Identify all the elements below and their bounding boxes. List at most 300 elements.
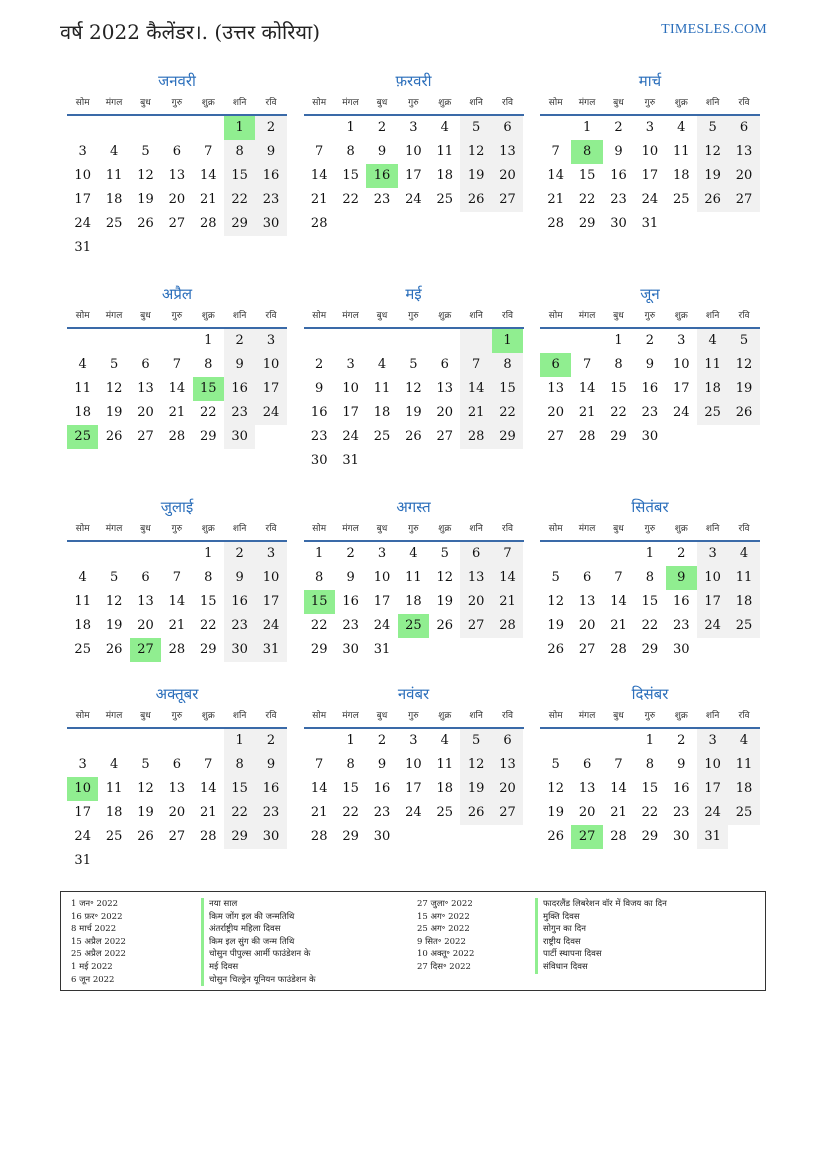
day-cell[interactable]: 6: [141, 357, 150, 372]
day-cell[interactable]: 6: [440, 357, 449, 372]
day-cell[interactable]: 27: [547, 429, 564, 444]
day-cell[interactable]: 31: [74, 853, 91, 868]
day-cell[interactable]: 28: [610, 642, 627, 657]
day-cell[interactable]: 2: [677, 733, 686, 748]
day-cell[interactable]: 20: [137, 405, 154, 420]
day-cell[interactable]: 3: [697, 542, 728, 566]
day-cell[interactable]: 26: [436, 618, 454, 633]
day-cell[interactable]: 23: [610, 192, 627, 207]
day-cell[interactable]: 13: [547, 381, 564, 396]
day-cell[interactable]: 23: [342, 618, 359, 633]
day-cell[interactable]: 14: [460, 377, 491, 401]
day-cell[interactable]: 19: [137, 192, 154, 207]
day-cell[interactable]: 17: [405, 168, 422, 183]
day-cell[interactable]: 7: [172, 357, 181, 372]
day-cell[interactable]: 26: [460, 801, 491, 825]
day-cell[interactable]: 23: [255, 801, 286, 825]
day-cell[interactable]: 25: [105, 216, 123, 231]
day-cell[interactable]: 6: [582, 570, 592, 585]
day-cell[interactable]: 7: [315, 757, 324, 772]
day-cell[interactable]: 21: [610, 618, 627, 633]
day-cell[interactable]: 10: [373, 570, 391, 585]
day-cell[interactable]: 2: [677, 546, 686, 561]
day-cell[interactable]: 12: [697, 140, 728, 164]
day-cell[interactable]: 7: [172, 570, 181, 585]
day-cell[interactable]: 3: [409, 733, 418, 748]
day-cell[interactable]: 24: [373, 618, 391, 633]
day-cell[interactable]: 25: [728, 801, 759, 825]
day-cell[interactable]: 13: [492, 140, 523, 164]
day-cell[interactable]: 17: [697, 590, 728, 614]
day-cell[interactable]: 1: [204, 333, 213, 348]
day-cell[interactable]: 17: [405, 781, 422, 796]
day-cell[interactable]: 11: [405, 570, 422, 585]
day-cell[interactable]: 16: [373, 781, 391, 796]
day-cell[interactable]: 27: [492, 801, 523, 825]
day-cell[interactable]: 23: [672, 805, 690, 820]
day-cell[interactable]: 21: [492, 590, 523, 614]
day-cell[interactable]: 17: [255, 377, 286, 401]
day-cell[interactable]: 2: [224, 542, 255, 566]
day-cell[interactable]: 18: [436, 781, 454, 796]
day-cell[interactable]: 5: [440, 546, 449, 561]
day-cell[interactable]: 24: [697, 801, 728, 825]
day-cell[interactable]: 11: [74, 381, 91, 396]
day-cell[interactable]: 31: [697, 825, 728, 849]
day-cell[interactable]: 1: [204, 546, 213, 561]
day-cell[interactable]: 2: [377, 120, 387, 135]
day-cell[interactable]: 29: [199, 429, 217, 444]
day-cell[interactable]: 16: [342, 594, 359, 609]
day-cell[interactable]: 2: [346, 546, 355, 561]
day-cell[interactable]: 20: [578, 805, 596, 820]
day-cell[interactable]: 9: [377, 144, 387, 159]
day-cell[interactable]: 8: [614, 357, 623, 372]
day-cell[interactable]: 23: [224, 401, 255, 425]
day-cell[interactable]: 30: [610, 216, 627, 231]
day-cell[interactable]: 21: [168, 618, 186, 633]
day-cell[interactable]: 26: [105, 642, 123, 657]
day-cell[interactable]: 22: [199, 618, 217, 633]
day-cell[interactable]: 10: [405, 757, 422, 772]
day-cell[interactable]: 20: [168, 192, 186, 207]
day-cell[interactable]: 4: [697, 329, 728, 353]
day-cell[interactable]: 18: [105, 192, 123, 207]
day-cell[interactable]: 9: [645, 357, 654, 372]
day-cell[interactable]: 5: [460, 729, 491, 753]
day-cell[interactable]: 26: [137, 216, 154, 231]
day-cell[interactable]: 9: [346, 570, 355, 585]
day-cell[interactable]: 21: [199, 805, 217, 820]
day-cell[interactable]: 10: [67, 777, 98, 801]
day-cell[interactable]: 12: [460, 753, 491, 777]
day-cell[interactable]: 21: [199, 192, 217, 207]
day-cell[interactable]: 4: [377, 357, 387, 372]
day-cell[interactable]: 18: [672, 168, 690, 183]
day-cell[interactable]: 16: [255, 777, 286, 801]
day-cell[interactable]: 14: [492, 566, 523, 590]
day-cell[interactable]: 28: [310, 829, 328, 844]
day-cell[interactable]: 18: [74, 405, 91, 420]
day-cell[interactable]: 13: [137, 381, 154, 396]
day-cell[interactable]: 1: [224, 729, 255, 753]
day-cell[interactable]: 23: [641, 405, 659, 420]
day-cell[interactable]: 6: [728, 116, 759, 140]
day-cell[interactable]: 6: [172, 144, 181, 159]
day-cell[interactable]: 15: [224, 164, 255, 188]
day-cell[interactable]: 13: [460, 566, 491, 590]
day-cell[interactable]: 4: [78, 357, 87, 372]
day-cell[interactable]: 24: [405, 192, 422, 207]
day-cell[interactable]: 11: [436, 757, 454, 772]
day-cell[interactable]: 12: [547, 594, 564, 609]
day-cell[interactable]: 25: [74, 642, 91, 657]
day-cell[interactable]: 24: [672, 405, 690, 420]
day-cell[interactable]: 13: [728, 140, 759, 164]
day-cell[interactable]: 14: [547, 168, 564, 183]
day-cell[interactable]: 2: [315, 357, 324, 372]
day-cell[interactable]: 12: [728, 353, 759, 377]
day-cell[interactable]: 17: [74, 192, 91, 207]
day-cell[interactable]: 8: [492, 353, 523, 377]
day-cell[interactable]: 25: [697, 401, 728, 425]
day-cell[interactable]: 8: [645, 757, 654, 772]
day-cell[interactable]: 16: [672, 781, 690, 796]
day-cell[interactable]: 2: [224, 329, 255, 353]
day-cell[interactable]: 23: [310, 429, 328, 444]
day-cell[interactable]: 5: [409, 357, 418, 372]
day-cell[interactable]: 15: [492, 377, 523, 401]
day-cell[interactable]: 5: [697, 116, 728, 140]
day-cell[interactable]: 13: [578, 781, 596, 796]
day-cell[interactable]: 16: [672, 594, 690, 609]
day-cell[interactable]: 2: [377, 733, 387, 748]
day-cell[interactable]: 9: [614, 144, 623, 159]
day-cell[interactable]: 6: [492, 729, 523, 753]
day-cell[interactable]: 18: [728, 590, 759, 614]
day-cell[interactable]: 29: [224, 212, 255, 236]
day-cell[interactable]: 28: [460, 425, 491, 449]
day-cell[interactable]: 17: [255, 590, 286, 614]
day-cell[interactable]: 17: [342, 405, 359, 420]
day-cell[interactable]: 21: [547, 192, 564, 207]
day-cell[interactable]: 5: [109, 357, 119, 372]
day-cell[interactable]: 28: [199, 829, 217, 844]
day-cell[interactable]: 28: [310, 216, 328, 231]
day-cell[interactable]: 2: [255, 116, 286, 140]
day-cell[interactable]: 3: [697, 729, 728, 753]
day-cell[interactable]: 19: [460, 777, 491, 801]
day-cell[interactable]: 3: [78, 757, 87, 772]
day-cell[interactable]: 28: [168, 429, 186, 444]
day-cell[interactable]: 30: [255, 825, 286, 849]
day-cell[interactable]: 7: [315, 144, 324, 159]
day-cell[interactable]: 1: [645, 546, 654, 561]
day-cell[interactable]: 22: [578, 192, 596, 207]
day-cell[interactable]: 12: [137, 781, 154, 796]
day-cell[interactable]: 12: [460, 140, 491, 164]
day-cell[interactable]: 13: [436, 381, 454, 396]
day-cell[interactable]: 27: [460, 614, 491, 638]
day-cell[interactable]: 18: [436, 168, 454, 183]
day-cell[interactable]: 9: [255, 753, 286, 777]
day-cell[interactable]: 9: [677, 757, 686, 772]
day-cell[interactable]: 26: [460, 188, 491, 212]
day-cell[interactable]: 10: [255, 566, 286, 590]
day-cell[interactable]: 14: [610, 594, 627, 609]
day-cell[interactable]: 14: [168, 381, 186, 396]
day-cell[interactable]: 25: [398, 614, 429, 638]
day-cell[interactable]: 28: [578, 429, 596, 444]
day-cell[interactable]: 31: [74, 240, 91, 255]
day-cell[interactable]: 15: [304, 590, 335, 614]
day-cell[interactable]: 7: [614, 570, 623, 585]
day-cell[interactable]: 2: [255, 729, 286, 753]
day-cell[interactable]: 10: [641, 144, 659, 159]
day-cell[interactable]: 6: [141, 570, 150, 585]
day-cell[interactable]: 24: [697, 614, 728, 638]
day-cell[interactable]: 11: [697, 353, 728, 377]
day-cell[interactable]: 20: [578, 618, 596, 633]
day-cell[interactable]: 4: [677, 120, 686, 135]
day-cell[interactable]: 24: [641, 192, 659, 207]
day-cell[interactable]: 27: [492, 188, 523, 212]
day-cell[interactable]: 6: [460, 542, 491, 566]
day-cell[interactable]: 16: [310, 405, 328, 420]
day-cell[interactable]: 1: [492, 329, 523, 353]
day-cell[interactable]: 28: [492, 614, 523, 638]
day-cell[interactable]: 12: [105, 594, 123, 609]
day-cell[interactable]: 25: [672, 192, 690, 207]
day-cell[interactable]: 7: [204, 757, 213, 772]
day-cell[interactable]: 8: [224, 140, 255, 164]
day-cell[interactable]: 24: [74, 829, 91, 844]
day-cell[interactable]: 13: [168, 168, 186, 183]
day-cell[interactable]: 9: [666, 566, 697, 590]
day-cell[interactable]: 8: [224, 753, 255, 777]
day-cell[interactable]: 11: [728, 753, 759, 777]
day-cell[interactable]: 11: [728, 566, 759, 590]
day-cell[interactable]: 17: [697, 777, 728, 801]
day-cell[interactable]: 20: [492, 777, 523, 801]
day-cell[interactable]: 19: [137, 805, 154, 820]
day-cell[interactable]: 10: [255, 353, 286, 377]
day-cell[interactable]: 28: [168, 642, 186, 657]
day-cell[interactable]: 20: [547, 405, 564, 420]
day-cell[interactable]: 27: [137, 429, 154, 444]
day-cell[interactable]: 18: [405, 594, 422, 609]
day-cell[interactable]: 4: [728, 729, 759, 753]
day-cell[interactable]: 18: [728, 777, 759, 801]
day-cell[interactable]: 7: [551, 144, 560, 159]
day-cell[interactable]: 30: [224, 425, 255, 449]
day-cell[interactable]: 5: [551, 570, 560, 585]
day-cell[interactable]: 22: [641, 618, 659, 633]
day-cell[interactable]: 6: [172, 757, 181, 772]
day-cell[interactable]: 19: [436, 594, 454, 609]
day-cell[interactable]: 8: [645, 570, 654, 585]
day-cell[interactable]: 21: [168, 405, 186, 420]
day-cell[interactable]: 29: [641, 829, 659, 844]
day-cell[interactable]: 20: [137, 618, 154, 633]
day-cell[interactable]: 1: [346, 733, 355, 748]
day-cell[interactable]: 12: [547, 781, 564, 796]
day-cell[interactable]: 24: [405, 805, 422, 820]
day-cell[interactable]: 21: [310, 192, 328, 207]
day-cell[interactable]: 14: [578, 381, 596, 396]
day-cell[interactable]: 16: [224, 377, 255, 401]
day-cell[interactable]: 3: [255, 329, 286, 353]
day-cell[interactable]: 5: [551, 757, 560, 772]
day-cell[interactable]: 15: [342, 781, 359, 796]
day-cell[interactable]: 17: [74, 805, 91, 820]
day-cell[interactable]: 4: [440, 120, 449, 135]
day-cell[interactable]: 29: [578, 216, 596, 231]
day-cell[interactable]: 27: [130, 638, 161, 662]
site-name[interactable]: TIMESLES.COM: [661, 22, 767, 37]
day-cell[interactable]: 19: [697, 164, 728, 188]
day-cell[interactable]: 27: [436, 429, 454, 444]
day-cell[interactable]: 9: [315, 381, 324, 396]
day-cell[interactable]: 8: [204, 570, 213, 585]
day-cell[interactable]: 19: [460, 164, 491, 188]
day-cell[interactable]: 29: [199, 642, 217, 657]
day-cell[interactable]: 26: [137, 829, 154, 844]
day-cell[interactable]: 31: [641, 216, 659, 231]
day-cell[interactable]: 16: [610, 168, 627, 183]
day-cell[interactable]: 11: [436, 144, 454, 159]
day-cell[interactable]: 29: [641, 642, 659, 657]
day-cell[interactable]: 23: [373, 805, 391, 820]
day-cell[interactable]: 6: [582, 757, 592, 772]
day-cell[interactable]: 25: [373, 429, 391, 444]
day-cell[interactable]: 20: [728, 164, 759, 188]
day-cell[interactable]: 1: [315, 546, 324, 561]
day-cell[interactable]: 18: [105, 805, 123, 820]
day-cell[interactable]: 31: [255, 638, 286, 662]
day-cell[interactable]: 11: [105, 781, 123, 796]
day-cell[interactable]: 16: [224, 590, 255, 614]
day-cell[interactable]: 5: [460, 116, 491, 140]
day-cell[interactable]: 29: [310, 642, 328, 657]
day-cell[interactable]: 11: [373, 381, 391, 396]
day-cell[interactable]: 24: [74, 216, 91, 231]
day-cell[interactable]: 12: [137, 168, 154, 183]
day-cell[interactable]: 30: [373, 829, 391, 844]
day-cell[interactable]: 29: [610, 429, 627, 444]
day-cell[interactable]: 10: [405, 144, 422, 159]
day-cell[interactable]: 7: [614, 757, 623, 772]
day-cell[interactable]: 2: [645, 333, 654, 348]
day-cell[interactable]: 27: [728, 188, 759, 212]
day-cell[interactable]: 22: [342, 805, 359, 820]
day-cell[interactable]: 26: [547, 829, 564, 844]
day-cell[interactable]: 21: [610, 805, 627, 820]
day-cell[interactable]: 16: [366, 164, 397, 188]
day-cell[interactable]: 10: [74, 168, 91, 183]
day-cell[interactable]: 31: [342, 453, 359, 468]
day-cell[interactable]: 4: [109, 757, 119, 772]
day-cell[interactable]: 30: [672, 829, 690, 844]
day-cell[interactable]: 22: [224, 188, 255, 212]
day-cell[interactable]: 29: [342, 829, 359, 844]
day-cell[interactable]: 8: [571, 140, 602, 164]
day-cell[interactable]: 21: [310, 805, 328, 820]
day-cell[interactable]: 5: [109, 570, 119, 585]
day-cell[interactable]: 1: [645, 733, 654, 748]
day-cell[interactable]: 8: [204, 357, 213, 372]
day-cell[interactable]: 3: [677, 333, 686, 348]
day-cell[interactable]: 3: [645, 120, 654, 135]
day-cell[interactable]: 3: [346, 357, 355, 372]
day-cell[interactable]: 1: [346, 120, 355, 135]
day-cell[interactable]: 25: [436, 192, 454, 207]
day-cell[interactable]: 24: [342, 429, 359, 444]
day-cell[interactable]: 18: [74, 618, 91, 633]
day-cell[interactable]: 6: [492, 116, 523, 140]
day-cell[interactable]: 4: [78, 570, 87, 585]
day-cell[interactable]: 15: [224, 777, 255, 801]
day-cell[interactable]: 9: [255, 140, 286, 164]
day-cell[interactable]: 22: [342, 192, 359, 207]
day-cell[interactable]: 13: [137, 594, 154, 609]
day-cell[interactable]: 23: [224, 614, 255, 638]
day-cell[interactable]: 4: [109, 144, 119, 159]
day-cell[interactable]: 13: [492, 753, 523, 777]
day-cell[interactable]: 5: [141, 757, 150, 772]
day-cell[interactable]: 25: [436, 805, 454, 820]
day-cell[interactable]: 8: [346, 757, 355, 772]
day-cell[interactable]: 15: [578, 168, 596, 183]
day-cell[interactable]: 12: [436, 570, 454, 585]
day-cell[interactable]: 4: [728, 542, 759, 566]
day-cell[interactable]: 19: [105, 618, 123, 633]
day-cell[interactable]: 25: [728, 614, 759, 638]
day-cell[interactable]: 4: [409, 546, 418, 561]
day-cell[interactable]: 19: [728, 377, 759, 401]
day-cell[interactable]: 29: [224, 825, 255, 849]
day-cell[interactable]: 16: [641, 381, 659, 396]
day-cell[interactable]: 27: [168, 216, 186, 231]
day-cell[interactable]: 13: [578, 594, 596, 609]
day-cell[interactable]: 25: [67, 425, 98, 449]
day-cell[interactable]: 10: [697, 753, 728, 777]
day-cell[interactable]: 27: [168, 829, 186, 844]
day-cell[interactable]: 19: [547, 618, 564, 633]
day-cell[interactable]: 3: [255, 542, 286, 566]
day-cell[interactable]: 22: [224, 801, 255, 825]
day-cell[interactable]: 26: [105, 429, 123, 444]
day-cell[interactable]: 17: [641, 168, 659, 183]
day-cell[interactable]: 18: [373, 405, 391, 420]
day-cell[interactable]: 19: [405, 405, 422, 420]
day-cell[interactable]: 5: [728, 329, 759, 353]
day-cell[interactable]: 30: [672, 642, 690, 657]
day-cell[interactable]: 19: [547, 805, 564, 820]
day-cell[interactable]: 11: [74, 594, 91, 609]
day-cell[interactable]: 14: [610, 781, 627, 796]
day-cell[interactable]: 26: [728, 401, 759, 425]
day-cell[interactable]: 3: [78, 144, 87, 159]
day-cell[interactable]: 11: [672, 144, 690, 159]
day-cell[interactable]: 14: [310, 781, 328, 796]
day-cell[interactable]: 10: [697, 566, 728, 590]
day-cell[interactable]: 30: [641, 429, 659, 444]
day-cell[interactable]: 3: [409, 120, 418, 135]
day-cell[interactable]: 28: [547, 216, 564, 231]
day-cell[interactable]: 26: [697, 188, 728, 212]
day-cell[interactable]: 17: [672, 381, 690, 396]
